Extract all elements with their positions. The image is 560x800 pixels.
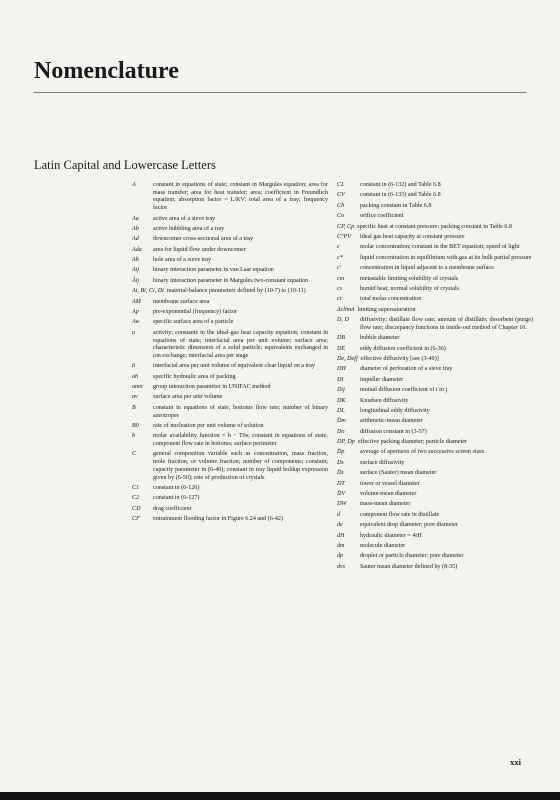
entry-symbol: cm xyxy=(337,275,345,282)
entry-definition: specific heat at constant pressure; packing constant in Table 6.8 xyxy=(357,223,512,230)
nomenclature-entry xyxy=(128,319,328,327)
page-number: xxi xyxy=(510,757,521,767)
nomenclature-entry xyxy=(128,278,328,286)
entry-symbol: DT xyxy=(337,480,345,487)
entry-definition: active bubbling area of a tray xyxy=(153,225,225,232)
nomenclature-entry xyxy=(337,418,533,426)
entry-definition: average of apertures of two successive screen sizes xyxy=(360,449,485,456)
nomenclature-entry xyxy=(128,182,328,213)
entry-symbol: A xyxy=(132,182,136,188)
entry-symbol: c xyxy=(337,244,340,251)
nomenclature-entry xyxy=(128,495,328,503)
entry-definition: Sauter mean diameter defined by (8-35) xyxy=(360,563,458,570)
entry-definition: hole area of a sieve tray xyxy=(153,257,212,264)
entry-definition: pre-exponential (frequency) factor xyxy=(153,309,237,316)
entry-definition: bubble diameter xyxy=(360,335,400,342)
entry-symbol: DW xyxy=(337,501,347,508)
entry-definition: general composition variable such as concentration, mass fraction, mole fraction, or volume fraction; number of components; constant; capacity parameter in (6-40); constant in tray liquid holdup expression given by (6-50); rate of production of crystals xyxy=(153,451,328,481)
entry-definition: specific surface area of a particle xyxy=(153,319,234,326)
entry-symbol: C xyxy=(132,451,137,458)
entry-definition: constant in (6-126) xyxy=(153,484,200,491)
entry-definition: mass-mean diameter xyxy=(360,501,411,508)
entry-definition: entrainment flooding factor in Figure 6.24 and (6-42) xyxy=(153,516,283,523)
entry-definition: rate of nucleation per unit volume of solution xyxy=(153,422,264,429)
entry-definition: eddy diffusion coefficient in (6-36) xyxy=(360,345,446,352)
bottom-bar xyxy=(0,792,560,800)
entry-definition: membrane surface area xyxy=(153,298,210,305)
entry-definition: limiting supersaturation xyxy=(357,306,416,313)
nomenclature-entry xyxy=(337,377,533,385)
entry-definition: droplet or particle diameter; pore diameter xyxy=(360,553,464,560)
entry-symbol: B xyxy=(132,404,136,411)
entry-symbol: c* xyxy=(337,254,343,261)
nomenclature-entry xyxy=(337,470,533,478)
entry-definition: arithmetic-mean diameter xyxy=(360,418,423,425)
nomenclature-entry xyxy=(337,224,533,232)
entry-symbol: D̄s xyxy=(337,470,344,477)
entry-definition: orifice coefficient xyxy=(360,213,404,220)
nomenclature-entry xyxy=(337,491,533,499)
entry-symbol: Ch xyxy=(337,202,345,209)
entry-symbol: D̄V xyxy=(337,491,346,498)
nomenclature-entry xyxy=(337,182,533,190)
nomenclature-entry xyxy=(128,433,328,448)
nomenclature-entry xyxy=(128,374,328,382)
entry-symbol: DL xyxy=(337,407,345,414)
entry-definition: material-balance parameters defined by (10-7) to (10-11) xyxy=(166,288,306,295)
entry-symbol: DB xyxy=(337,335,346,342)
entry-definition: binary interaction parameter in van Laar equation xyxy=(153,267,274,274)
nomenclature-entry xyxy=(337,203,533,211)
entry-definition: surface area per unit volume xyxy=(153,394,223,401)
nomenclature-entry xyxy=(337,255,533,263)
entry-symbol: ā xyxy=(132,363,136,370)
nomenclature-entry xyxy=(128,516,328,524)
nomenclature-entry xyxy=(128,257,328,265)
entry-definition: total molar concentration xyxy=(360,296,422,303)
entry-symbol: Ds xyxy=(337,459,344,466)
entry-symbol: ah xyxy=(132,373,139,380)
page-title: Nomenclature xyxy=(34,58,179,84)
entry-symbol: De, Deff xyxy=(337,355,358,362)
entry-definition: surface diffusivity xyxy=(360,459,405,466)
entry-definition: constant in equations of state, bottoms flow rate; number of binary azeotropes xyxy=(153,404,328,419)
entry-symbol: C°PV xyxy=(337,233,351,240)
entry-definition: drag coefficient xyxy=(153,505,192,512)
entry-definition: humid heat; normal solubility of crystals xyxy=(360,285,460,292)
nomenclature-entry xyxy=(337,449,533,457)
entry-symbol: AM xyxy=(132,298,141,305)
entry-symbol: DE xyxy=(337,345,346,352)
entry-definition: constant in (6-132) and Table 6.8 xyxy=(360,182,441,188)
section-heading: Latin Capital and Lowercase Letters xyxy=(34,158,216,172)
entry-symbol: d xyxy=(337,511,341,518)
nomenclature-entry xyxy=(337,356,533,364)
nomenclature-entry xyxy=(128,405,328,420)
entry-symbol: Ai, Bi, Ci, Di xyxy=(132,288,164,295)
entry-symbol: dvs xyxy=(337,563,346,570)
entry-definition: diameter of perforation of a sieve tray xyxy=(360,366,453,373)
entry-definition: active area of a sieve tray xyxy=(153,215,216,222)
nomenclature-entry xyxy=(128,485,328,493)
entry-definition: concentration in liquid adjacent to a membrane surface xyxy=(360,265,494,272)
entry-symbol: Co xyxy=(337,213,345,220)
entry-definition: surface (Sauter) mean diameter xyxy=(360,470,437,477)
nomenclature-entry xyxy=(337,296,533,304)
entry-symbol: C2 xyxy=(132,495,140,502)
nomenclature-entry xyxy=(337,501,533,509)
nomenclature-entry xyxy=(128,394,328,402)
entry-definition: mutual diffusion coefficient of i in j xyxy=(360,387,448,394)
entry-definition: constant in (6-133) and Table 6.8 xyxy=(360,192,441,199)
nomenclature-entry xyxy=(128,226,328,234)
entry-definition: molar availability function = h − T0s; constant in equations of state; component flow rate in bottoms; surface perimeter xyxy=(153,433,328,448)
nomenclature-entry xyxy=(337,192,533,200)
nomenclature-entry xyxy=(337,512,533,520)
nomenclature-entry xyxy=(128,363,328,371)
nomenclature-entry xyxy=(337,244,533,252)
entry-definition: activity; constants in the ideal-gas heat capacity equation; constant in equations of state; interfacial area per unit volume; surface area; characteristic dimension of a solid particle; equivalents exchanged in ion exchange; interfacial area per stage xyxy=(153,329,328,359)
entry-symbol: CL xyxy=(337,182,345,188)
entry-symbol: amn xyxy=(132,384,143,391)
entry-definition: diffusion constant in (3-57) xyxy=(360,428,427,435)
nomenclature-entry xyxy=(337,286,533,294)
nomenclature-entry xyxy=(337,346,533,354)
entry-symbol: b xyxy=(132,433,136,440)
entry-symbol: B0 xyxy=(132,422,139,429)
entry-symbol: Aij xyxy=(132,267,140,274)
title-rule xyxy=(34,92,526,93)
nomenclature-entry xyxy=(128,309,328,317)
nomenclature-entry xyxy=(128,451,328,482)
entry-definition: equivalent drop diameter; pore diameter xyxy=(360,522,458,529)
entry-definition: Knudsen diffusivity xyxy=(360,397,409,404)
entry-symbol: c′ xyxy=(337,265,342,272)
nomenclature-entry xyxy=(337,366,533,374)
entry-definition: impeller diameter xyxy=(360,376,404,383)
nomenclature-entry xyxy=(128,506,328,514)
nomenclature-entry xyxy=(337,276,533,284)
nomenclature-entry xyxy=(337,387,533,395)
entry-symbol: C1 xyxy=(132,484,140,491)
nomenclature-entry xyxy=(337,543,533,551)
nomenclature-entry xyxy=(128,216,328,224)
nomenclature-entry xyxy=(128,423,328,431)
entry-definition: hydraulic diameter = 4rH xyxy=(360,532,422,539)
nomenclature-entry xyxy=(128,288,328,296)
entry-definition: ideal gas heat capacity at constant pressure xyxy=(360,233,465,240)
entry-symbol: DP, Dp xyxy=(337,439,355,446)
entry-definition: packing constant in Table 6.8 xyxy=(360,202,432,209)
entry-symbol: Ah xyxy=(132,257,139,264)
entry-symbol: av xyxy=(132,394,138,401)
entry-definition: group interaction parameter in UNIFAC method xyxy=(153,384,271,391)
entry-symbol: Δclimit xyxy=(337,306,355,313)
entry-symbol: D̄p xyxy=(337,449,345,456)
nomenclature-entry xyxy=(337,307,533,315)
nomenclature-entry xyxy=(337,234,533,242)
entry-symbol: Ada xyxy=(132,246,142,253)
entry-definition: volume-mean diameter xyxy=(360,491,417,498)
entry-symbol: DK xyxy=(337,397,346,404)
entry-definition: longitudinal eddy diffusivity xyxy=(360,407,430,414)
entry-symbol: a xyxy=(132,329,136,336)
nomenclature-entry xyxy=(337,265,533,273)
entry-definition: specific hydraulic area of packing xyxy=(153,373,236,380)
nomenclature-entry xyxy=(337,439,533,447)
entry-definition: binary interaction parameter in Margules two-constant equation xyxy=(153,277,309,284)
entry-definition: tower or vessel diameter xyxy=(360,480,420,487)
nomenclature-entry xyxy=(337,335,533,343)
nomenclature-entry xyxy=(128,330,328,361)
nomenclature-left-column xyxy=(128,182,328,527)
entry-symbol: Aw xyxy=(132,319,140,326)
entry-symbol: dH xyxy=(337,532,345,539)
nomenclature-entry xyxy=(337,317,533,332)
entry-symbol: DI xyxy=(337,376,344,383)
entry-symbol: CV xyxy=(337,192,345,199)
nomenclature-entry xyxy=(337,522,533,530)
entry-symbol: dp xyxy=(337,553,344,560)
nomenclature-entry xyxy=(337,564,533,572)
entry-symbol: Ap xyxy=(132,309,139,316)
entry-symbol: dm xyxy=(337,542,345,549)
nomenclature-entry xyxy=(337,460,533,468)
nomenclature-entry xyxy=(128,384,328,392)
entry-symbol: Dij xyxy=(337,387,345,394)
entry-definition: metastable limiting solubility of crystals xyxy=(360,275,459,282)
entry-definition: downcomer cross-sectional area of a tray xyxy=(153,236,253,243)
entry-definition: constant in (6-127) xyxy=(153,495,200,502)
entry-symbol: CD xyxy=(132,505,141,512)
nomenclature-entry xyxy=(337,213,533,221)
nomenclature-entry xyxy=(128,299,328,307)
nomenclature-right-column xyxy=(337,182,533,574)
entry-symbol: ct xyxy=(337,296,342,303)
entry-symbol: cs xyxy=(337,285,343,292)
entry-definition: component flow rate in distillate xyxy=(360,511,440,518)
entry-symbol: CF xyxy=(132,516,140,523)
nomenclature-entry xyxy=(337,429,533,437)
entry-definition: interfacial area per unit volume of equivalent clear liquid on a tray xyxy=(153,363,315,370)
entry-symbol: D, D xyxy=(337,317,349,324)
nomenclature-entry xyxy=(128,236,328,244)
entry-symbol: Do xyxy=(337,428,345,435)
entry-symbol: Aa xyxy=(132,215,139,222)
nomenclature-entry xyxy=(337,408,533,416)
entry-definition: effective diffusivity [see (3-49)] xyxy=(360,355,439,362)
entry-definition: effective packing diameter; particle diameter xyxy=(357,439,468,446)
entry-symbol: Ab xyxy=(132,225,139,232)
entry-symbol: de xyxy=(337,522,343,529)
entry-definition: molecule diameter xyxy=(360,542,406,549)
nomenclature-entry xyxy=(337,398,533,406)
entry-symbol: Ad xyxy=(132,236,139,243)
nomenclature-entry xyxy=(337,553,533,561)
entry-definition: diffusivity; distillate flow rate; amount of distillate; desorbent (purge) flow rate; discrepancy functions in inside-out method of Chapter 10. xyxy=(360,317,533,331)
nomenclature-entry xyxy=(128,247,328,255)
nomenclature-entry xyxy=(337,533,533,541)
entry-symbol: DH xyxy=(337,366,346,373)
entry-definition: liquid concentration in equilibrium with gas at its bulk partial pressure xyxy=(360,254,532,261)
entry-symbol: CP, Cp xyxy=(337,223,355,230)
nomenclature-entry xyxy=(128,267,328,275)
entry-symbol: Âij xyxy=(132,277,140,284)
nomenclature-entry xyxy=(337,481,533,489)
entry-definition: molar concentration; constant in the BET equation; speed of light xyxy=(360,244,520,251)
entry-definition: constant in equations of state; constant in Margules equation; area for mass transfer; area for heat transfer; area; coefficient in Freundlich equation; absorption factor = L/KV; total area of a tray; frequency factor xyxy=(153,182,328,212)
entry-definition: area for liquid flow under downcomer xyxy=(153,246,246,253)
entry-symbol: D̄m xyxy=(337,418,346,425)
